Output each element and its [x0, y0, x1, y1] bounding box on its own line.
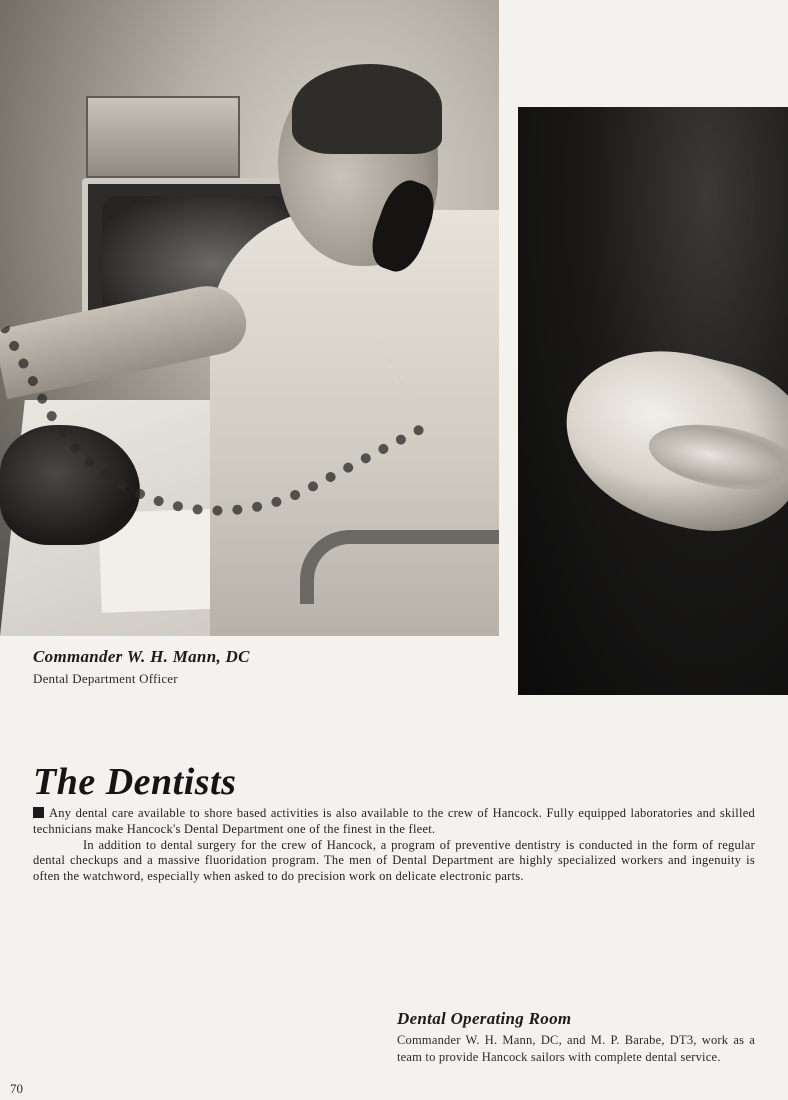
photo-right-caption — [397, 1009, 755, 1065]
photo-commander-on-telephone — [0, 0, 499, 636]
photo-main-caption-subtitle: Dental Department Officer — [33, 671, 178, 686]
photo-main-caption-title: Commander W. H. Mann, DC — [33, 647, 250, 666]
page-number: 70 — [10, 1081, 23, 1096]
article-body — [33, 806, 755, 885]
bullet-square-icon — [33, 807, 44, 818]
article-paragraph-1 — [33, 806, 755, 838]
article-paragraph-2: In addition to dental surgery for the crew of Hancock, a program of preventive dentistry is conducted in the form of regular dental checkups and a massive fluoridation program. The men of Dental Department are highly specialized workers and ingenuity is often the watchword, especially when asked to do precision work on delicate electronic parts. — [33, 837, 755, 884]
photo-right-caption-title: Dental Operating Room — [397, 1009, 572, 1028]
commander-hair — [292, 64, 442, 154]
article-heading: The Dentists — [33, 761, 237, 803]
article-paragraph-1-text: Any dental care available to shore based activities is also available to the crew of Hancock. Fully equipped laboratories and skilled technicians make Hancock's Dental Department one of the finest in the fleet. — [33, 806, 755, 836]
photo-dental-operating-room — [518, 107, 788, 695]
photo-right-caption-text: Commander W. H. Mann, DC, and M. P. Barabe, DT3, work as a team to provide Hancock sailors with complete dental service. — [397, 1033, 755, 1064]
photo-main-caption — [33, 647, 250, 687]
desk-trays — [86, 96, 240, 178]
chair-frame — [300, 530, 499, 604]
